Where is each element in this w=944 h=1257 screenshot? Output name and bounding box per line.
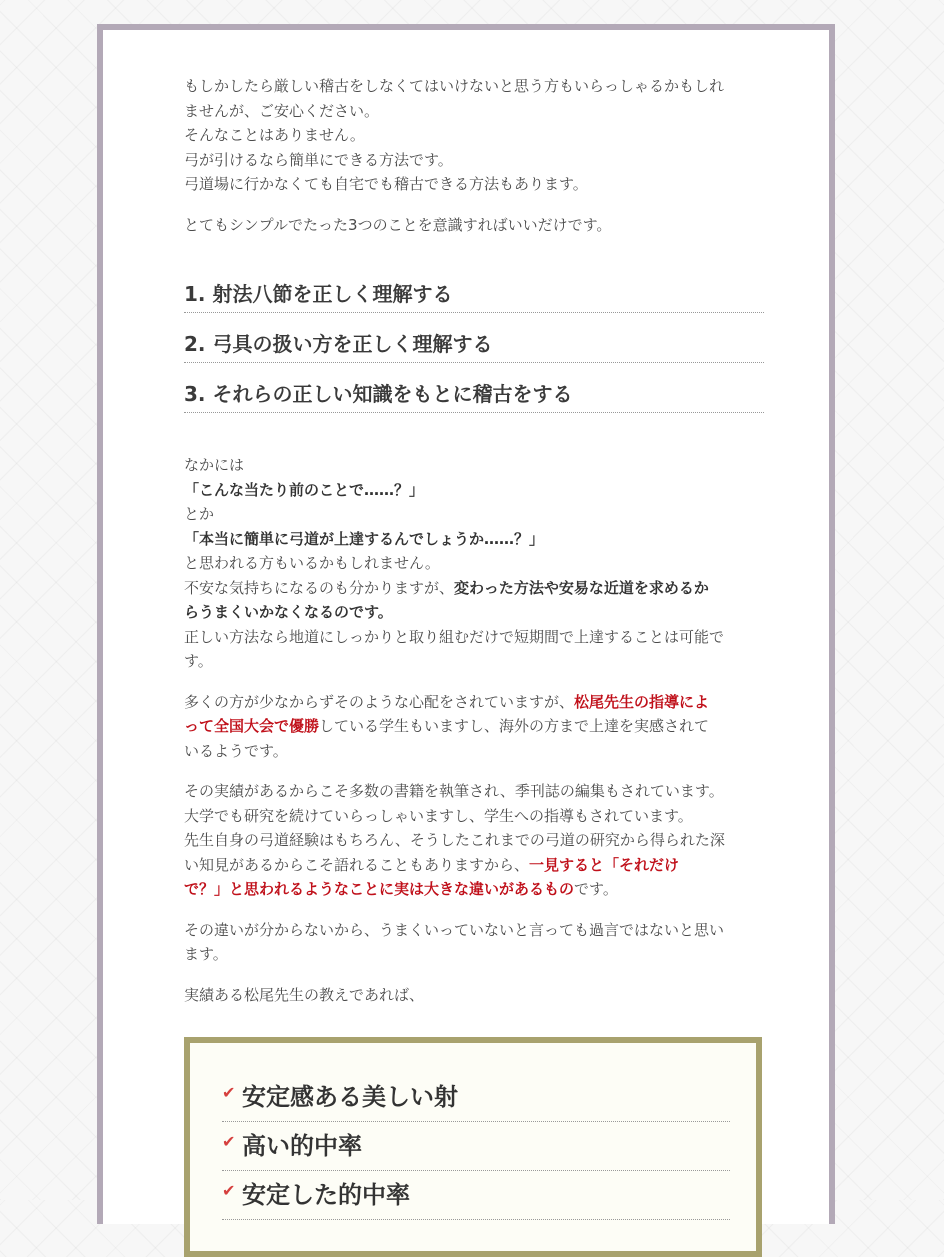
text-line: その実績があるからこそ多数の書籍を執筆され、季刊誌の編集もされています。 [184, 782, 724, 800]
text-segment: です。 [574, 880, 618, 898]
key-point-heading-2: 2. 弓具の扱い方を正しく理解する [184, 325, 764, 363]
article-content [184, 74, 764, 1023]
simple-paragraph: とてもシンプルでたった3つのことを意識すればいいだけです。 [184, 215, 612, 234]
worry-paragraph [184, 453, 764, 674]
text-line: なかには [184, 456, 245, 474]
list-item [222, 1122, 730, 1171]
intro-line: ませんが、ご安心ください。 [184, 101, 380, 120]
text-segment: 不安な気持ちになるのも分かりますが、 [184, 578, 455, 597]
highlight-segment: 松尾先生の指導によ [574, 692, 710, 711]
difference-paragraph [184, 918, 764, 967]
results-paragraph [184, 690, 764, 764]
highlight-segment: で？」と思われるようなことに実は大きな違いがあるもの [184, 880, 575, 898]
key-points [184, 275, 764, 413]
key-point-heading-1: 1. 射法八節を正しく理解する [184, 275, 764, 313]
intro-line: もしかしたら厳しい稽古をしなくてはいけないと思う方もいらっしゃるかもしれ [184, 77, 725, 95]
benefits-box [184, 1037, 762, 1257]
text-line: その違いが分からないから、うまくいっていないと言っても過言ではないと思い [184, 920, 725, 939]
list-item-label: 高い的中率 [242, 1132, 362, 1160]
text-line: 正しい方法なら地道にしっかりと取り組むだけで短期間で上達することは可能で [184, 627, 725, 646]
text-segment: している学生もいますし、海外の方まで上達を実感されて [319, 717, 710, 735]
bold-line: らうまくいかなくなるのです。 [184, 603, 393, 621]
list-item-label: 安定した的中率 [242, 1181, 410, 1209]
list-item [222, 1171, 730, 1220]
text-line: 大学でも研究を続けていらっしゃいますし、学生への指導もされています。 [184, 806, 693, 825]
article-panel [97, 24, 835, 1224]
teacher-paragraph [184, 779, 764, 902]
intro-line: 弓道場に行かなくても自宅でも稽古できる方法もあります。 [184, 175, 588, 193]
highlight-segment: って全国大会で優勝 [184, 717, 320, 735]
text-line: とか [184, 505, 215, 523]
text-line: す。 [184, 652, 213, 670]
text-segment: 多くの方が少なからずそのような心配をされていますが、 [184, 692, 575, 711]
text-line: と思われる方もいるかもしれません。 [184, 554, 440, 572]
text-line: いるようです。 [184, 741, 288, 760]
key-point-heading-3: 3. それらの正しい知識をもとに稽古をする [184, 375, 764, 413]
list-item-label: 安定感ある美しい射 [242, 1083, 458, 1111]
text-line: ます。 [184, 945, 228, 963]
intro-paragraph [184, 74, 764, 197]
text-segment: い知見があるからこそ語れることもありますから、 [184, 855, 530, 874]
check-icon: ✔ [222, 1181, 236, 1200]
check-icon: ✔ [222, 1083, 236, 1102]
quote-line: 「こんな当たり前のことで……？」 [184, 480, 425, 499]
bold-segment: 変わった方法や安易な近道を求めるか [454, 578, 709, 597]
quote-line: 「本当に簡単に弓道が上達するんでしょうか……？」 [184, 529, 545, 548]
intro-line: 弓が引けるなら簡単にできる方法です。 [184, 150, 453, 169]
benefits-list [222, 1073, 730, 1220]
highlight-segment: 一見すると「それだけ [529, 855, 680, 874]
intro-line: そんなことはありません。 [184, 126, 365, 144]
list-item [222, 1073, 730, 1122]
check-icon: ✔ [222, 1132, 236, 1151]
lead-in-paragraph: 実績ある松尾先生の教えであれば、 [184, 985, 425, 1004]
text-line: 先生自身の弓道経験はもちろん、そうしたこれまでの弓道の研究から得られた深 [184, 831, 725, 849]
